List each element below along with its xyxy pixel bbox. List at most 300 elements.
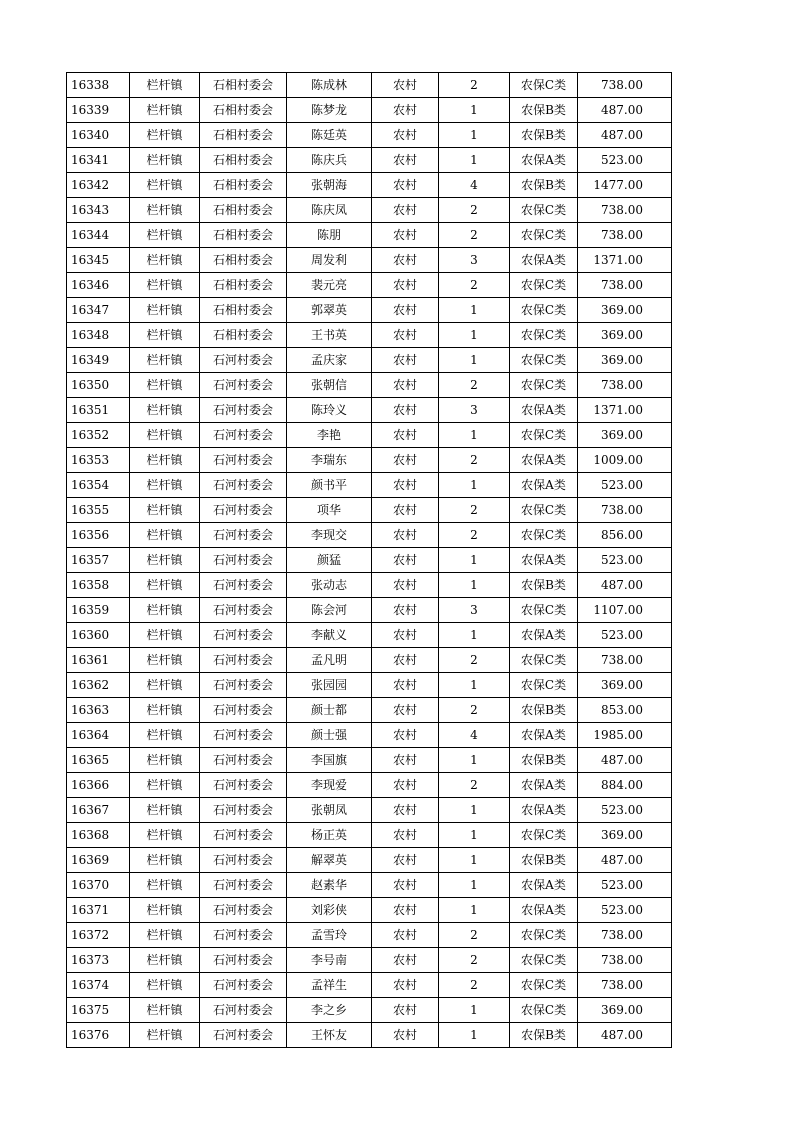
village-committee-cell: 石河村委会 (200, 798, 287, 823)
area-type-cell: 农村 (372, 73, 439, 98)
record-id-cell: 16339 (67, 98, 130, 123)
insurance-category-cell: 农保C类 (510, 348, 578, 373)
village-committee-cell: 石河村委会 (200, 498, 287, 523)
record-id-cell: 16338 (67, 73, 130, 98)
town-cell: 栏杆镇 (130, 1023, 200, 1048)
record-id-cell: 16376 (67, 1023, 130, 1048)
person-name-cell: 张朝信 (287, 373, 372, 398)
insurance-category-cell: 农保A类 (510, 448, 578, 473)
town-cell: 栏杆镇 (130, 123, 200, 148)
person-name-cell: 李艳 (287, 423, 372, 448)
record-id-cell: 16352 (67, 423, 130, 448)
amount-cell: 738.00 (578, 273, 672, 298)
record-id-cell: 16374 (67, 973, 130, 998)
household-count-cell: 1 (439, 98, 510, 123)
amount-cell: 369.00 (578, 298, 672, 323)
record-id-cell: 16365 (67, 748, 130, 773)
household-count-cell: 1 (439, 623, 510, 648)
person-name-cell: 李现交 (287, 523, 372, 548)
amount-cell: 738.00 (578, 648, 672, 673)
table-row (67, 648, 672, 673)
insurance-category-cell: 农保C类 (510, 373, 578, 398)
record-id-cell: 16350 (67, 373, 130, 398)
amount-cell: 856.00 (578, 523, 672, 548)
table-row (67, 323, 672, 348)
insurance-category-cell: 农保C类 (510, 73, 578, 98)
amount-cell: 487.00 (578, 848, 672, 873)
person-name-cell: 李之乡 (287, 998, 372, 1023)
area-type-cell: 农村 (372, 598, 439, 623)
town-cell: 栏杆镇 (130, 548, 200, 573)
record-id-cell: 16345 (67, 248, 130, 273)
insurance-category-cell: 农保C类 (510, 673, 578, 698)
person-name-cell: 张园园 (287, 673, 372, 698)
insurance-category-cell: 农保C类 (510, 948, 578, 973)
amount-cell: 738.00 (578, 373, 672, 398)
table-row (67, 673, 672, 698)
insurance-category-cell: 农保A类 (510, 398, 578, 423)
amount-cell: 523.00 (578, 623, 672, 648)
record-id-cell: 16368 (67, 823, 130, 848)
household-count-cell: 2 (439, 973, 510, 998)
record-id-cell: 16344 (67, 223, 130, 248)
household-count-cell: 1 (439, 573, 510, 598)
table-row (67, 223, 672, 248)
village-committee-cell: 石河村委会 (200, 423, 287, 448)
town-cell: 栏杆镇 (130, 823, 200, 848)
person-name-cell: 杨正英 (287, 823, 372, 848)
town-cell: 栏杆镇 (130, 948, 200, 973)
town-cell: 栏杆镇 (130, 573, 200, 598)
area-type-cell: 农村 (372, 898, 439, 923)
table-row (67, 998, 672, 1023)
record-id-cell: 16340 (67, 123, 130, 148)
insurance-category-cell: 农保C类 (510, 998, 578, 1023)
record-id-cell: 16371 (67, 898, 130, 923)
table-row (67, 198, 672, 223)
town-cell: 栏杆镇 (130, 173, 200, 198)
area-type-cell: 农村 (372, 423, 439, 448)
household-count-cell: 1 (439, 123, 510, 148)
village-committee-cell: 石河村委会 (200, 873, 287, 898)
town-cell: 栏杆镇 (130, 673, 200, 698)
household-count-cell: 1 (439, 998, 510, 1023)
person-name-cell: 颜书平 (287, 473, 372, 498)
area-type-cell: 农村 (372, 273, 439, 298)
insurance-category-cell: 农保B类 (510, 698, 578, 723)
amount-cell: 738.00 (578, 923, 672, 948)
record-id-cell: 16343 (67, 198, 130, 223)
town-cell: 栏杆镇 (130, 923, 200, 948)
insurance-category-cell: 农保B类 (510, 173, 578, 198)
area-type-cell: 农村 (372, 448, 439, 473)
area-type-cell: 农村 (372, 98, 439, 123)
village-committee-cell: 石河村委会 (200, 1023, 287, 1048)
village-committee-cell: 石相村委会 (200, 73, 287, 98)
household-count-cell: 1 (439, 798, 510, 823)
village-committee-cell: 石相村委会 (200, 123, 287, 148)
town-cell: 栏杆镇 (130, 98, 200, 123)
person-name-cell: 孟祥生 (287, 973, 372, 998)
area-type-cell: 农村 (372, 123, 439, 148)
record-id-cell: 16354 (67, 473, 130, 498)
record-id-cell: 16367 (67, 798, 130, 823)
amount-cell: 1371.00 (578, 248, 672, 273)
area-type-cell: 农村 (372, 873, 439, 898)
town-cell: 栏杆镇 (130, 523, 200, 548)
insurance-category-cell: 农保C类 (510, 523, 578, 548)
table-row (67, 448, 672, 473)
person-name-cell: 李现爱 (287, 773, 372, 798)
table-row (67, 948, 672, 973)
amount-cell: 523.00 (578, 548, 672, 573)
household-count-cell: 2 (439, 198, 510, 223)
table-row (67, 298, 672, 323)
household-count-cell: 1 (439, 473, 510, 498)
village-committee-cell: 石河村委会 (200, 473, 287, 498)
table-row (67, 398, 672, 423)
household-count-cell: 4 (439, 723, 510, 748)
person-name-cell: 李号南 (287, 948, 372, 973)
household-count-cell: 2 (439, 223, 510, 248)
insurance-category-cell: 农保A类 (510, 473, 578, 498)
person-name-cell: 陈会河 (287, 598, 372, 623)
household-count-cell: 4 (439, 173, 510, 198)
village-committee-cell: 石河村委会 (200, 648, 287, 673)
town-cell: 栏杆镇 (130, 748, 200, 773)
household-count-cell: 2 (439, 498, 510, 523)
town-cell: 栏杆镇 (130, 873, 200, 898)
village-committee-cell: 石相村委会 (200, 273, 287, 298)
person-name-cell: 孟庆家 (287, 348, 372, 373)
amount-cell: 853.00 (578, 698, 672, 723)
table-body (67, 73, 672, 1048)
record-id-cell: 16355 (67, 498, 130, 523)
record-id-cell: 16341 (67, 148, 130, 173)
village-committee-cell: 石相村委会 (200, 173, 287, 198)
insurance-category-cell: 农保A类 (510, 148, 578, 173)
area-type-cell: 农村 (372, 198, 439, 223)
area-type-cell: 农村 (372, 973, 439, 998)
village-committee-cell: 石河村委会 (200, 398, 287, 423)
village-committee-cell: 石河村委会 (200, 698, 287, 723)
town-cell: 栏杆镇 (130, 623, 200, 648)
amount-cell: 487.00 (578, 1023, 672, 1048)
amount-cell: 738.00 (578, 223, 672, 248)
record-id-cell: 16359 (67, 598, 130, 623)
town-cell: 栏杆镇 (130, 848, 200, 873)
person-name-cell: 陈庆兵 (287, 148, 372, 173)
table-row (67, 473, 672, 498)
area-type-cell: 农村 (372, 848, 439, 873)
household-count-cell: 1 (439, 848, 510, 873)
village-committee-cell: 石河村委会 (200, 573, 287, 598)
person-name-cell: 陈朋 (287, 223, 372, 248)
area-type-cell: 农村 (372, 223, 439, 248)
amount-cell: 487.00 (578, 573, 672, 598)
table-row (67, 573, 672, 598)
household-count-cell: 1 (439, 823, 510, 848)
village-committee-cell: 石河村委会 (200, 523, 287, 548)
person-name-cell: 周发利 (287, 248, 372, 273)
amount-cell: 487.00 (578, 123, 672, 148)
household-count-cell: 2 (439, 948, 510, 973)
household-count-cell: 1 (439, 873, 510, 898)
table-row (67, 248, 672, 273)
record-id-cell: 16348 (67, 323, 130, 348)
table-row (67, 623, 672, 648)
person-name-cell: 郭翠英 (287, 298, 372, 323)
household-count-cell: 1 (439, 423, 510, 448)
insurance-category-cell: 农保C类 (510, 923, 578, 948)
area-type-cell: 农村 (372, 948, 439, 973)
person-name-cell: 陈玲义 (287, 398, 372, 423)
insurance-category-cell: 农保B类 (510, 573, 578, 598)
amount-cell: 1009.00 (578, 448, 672, 473)
person-name-cell: 王怀友 (287, 1023, 372, 1048)
area-type-cell: 农村 (372, 473, 439, 498)
table-row (67, 848, 672, 873)
table-row (67, 923, 672, 948)
area-type-cell: 农村 (372, 823, 439, 848)
town-cell: 栏杆镇 (130, 598, 200, 623)
person-name-cell: 张朝凤 (287, 798, 372, 823)
area-type-cell: 农村 (372, 173, 439, 198)
area-type-cell: 农村 (372, 398, 439, 423)
household-count-cell: 1 (439, 898, 510, 923)
household-count-cell: 3 (439, 248, 510, 273)
table-row (67, 148, 672, 173)
household-count-cell: 2 (439, 523, 510, 548)
village-committee-cell: 石河村委会 (200, 623, 287, 648)
area-type-cell: 农村 (372, 648, 439, 673)
insurance-category-cell: 农保C类 (510, 973, 578, 998)
town-cell: 栏杆镇 (130, 223, 200, 248)
village-committee-cell: 石河村委会 (200, 723, 287, 748)
town-cell: 栏杆镇 (130, 448, 200, 473)
table-row (67, 273, 672, 298)
amount-cell: 738.00 (578, 73, 672, 98)
area-type-cell: 农村 (372, 323, 439, 348)
village-committee-cell: 石河村委会 (200, 973, 287, 998)
village-committee-cell: 石河村委会 (200, 773, 287, 798)
household-count-cell: 2 (439, 923, 510, 948)
insurance-category-cell: 农保A类 (510, 548, 578, 573)
area-type-cell: 农村 (372, 998, 439, 1023)
record-id-cell: 16370 (67, 873, 130, 898)
data-table (66, 72, 672, 1048)
insurance-category-cell: 农保A类 (510, 798, 578, 823)
village-committee-cell: 石相村委会 (200, 198, 287, 223)
household-count-cell: 2 (439, 448, 510, 473)
person-name-cell: 裴元亮 (287, 273, 372, 298)
village-committee-cell: 石相村委会 (200, 248, 287, 273)
amount-cell: 738.00 (578, 198, 672, 223)
table-row (67, 773, 672, 798)
amount-cell: 884.00 (578, 773, 672, 798)
village-committee-cell: 石相村委会 (200, 223, 287, 248)
table-row (67, 698, 672, 723)
household-count-cell: 3 (439, 398, 510, 423)
record-id-cell: 16342 (67, 173, 130, 198)
insurance-category-cell: 农保A类 (510, 723, 578, 748)
household-count-cell: 1 (439, 348, 510, 373)
person-name-cell: 孟雪玲 (287, 923, 372, 948)
household-count-cell: 1 (439, 548, 510, 573)
amount-cell: 738.00 (578, 948, 672, 973)
record-id-cell: 16364 (67, 723, 130, 748)
village-committee-cell: 石河村委会 (200, 923, 287, 948)
area-type-cell: 农村 (372, 698, 439, 723)
person-name-cell: 颜士强 (287, 723, 372, 748)
table-row (67, 73, 672, 98)
amount-cell: 1107.00 (578, 598, 672, 623)
village-committee-cell: 石河村委会 (200, 448, 287, 473)
insurance-category-cell: 农保C类 (510, 423, 578, 448)
village-committee-cell: 石河村委会 (200, 548, 287, 573)
town-cell: 栏杆镇 (130, 423, 200, 448)
village-committee-cell: 石河村委会 (200, 848, 287, 873)
amount-cell: 738.00 (578, 498, 672, 523)
person-name-cell: 陈成林 (287, 73, 372, 98)
insurance-category-cell: 农保C类 (510, 198, 578, 223)
village-committee-cell: 石相村委会 (200, 298, 287, 323)
insurance-category-cell: 农保C类 (510, 323, 578, 348)
household-count-cell: 1 (439, 323, 510, 348)
area-type-cell: 农村 (372, 498, 439, 523)
area-type-cell: 农村 (372, 1023, 439, 1048)
town-cell: 栏杆镇 (130, 73, 200, 98)
household-count-cell: 1 (439, 298, 510, 323)
household-count-cell: 2 (439, 648, 510, 673)
town-cell: 栏杆镇 (130, 973, 200, 998)
village-committee-cell: 石河村委会 (200, 748, 287, 773)
table-row (67, 723, 672, 748)
table-row (67, 1023, 672, 1048)
insurance-category-cell: 农保C类 (510, 223, 578, 248)
table-row (67, 373, 672, 398)
household-count-cell: 1 (439, 1023, 510, 1048)
area-type-cell: 农村 (372, 723, 439, 748)
insurance-category-cell: 农保B类 (510, 98, 578, 123)
record-id-cell: 16357 (67, 548, 130, 573)
amount-cell: 369.00 (578, 673, 672, 698)
insurance-category-cell: 农保A类 (510, 248, 578, 273)
record-id-cell: 16346 (67, 273, 130, 298)
area-type-cell: 农村 (372, 523, 439, 548)
table-row (67, 348, 672, 373)
area-type-cell: 农村 (372, 548, 439, 573)
area-type-cell: 农村 (372, 348, 439, 373)
insurance-category-cell: 农保B类 (510, 123, 578, 148)
record-id-cell: 16347 (67, 298, 130, 323)
person-name-cell: 项华 (287, 498, 372, 523)
amount-cell: 738.00 (578, 973, 672, 998)
table-row (67, 973, 672, 998)
insurance-category-cell: 农保C类 (510, 598, 578, 623)
town-cell: 栏杆镇 (130, 148, 200, 173)
amount-cell: 523.00 (578, 473, 672, 498)
insurance-category-cell: 农保C类 (510, 648, 578, 673)
household-count-cell: 3 (439, 598, 510, 623)
table-row (67, 898, 672, 923)
table-row (67, 748, 672, 773)
town-cell: 栏杆镇 (130, 323, 200, 348)
record-id-cell: 16356 (67, 523, 130, 548)
town-cell: 栏杆镇 (130, 473, 200, 498)
amount-cell: 523.00 (578, 148, 672, 173)
household-count-cell: 2 (439, 773, 510, 798)
amount-cell: 487.00 (578, 98, 672, 123)
amount-cell: 369.00 (578, 998, 672, 1023)
person-name-cell: 李献义 (287, 623, 372, 648)
record-id-cell: 16373 (67, 948, 130, 973)
person-name-cell: 孟凡明 (287, 648, 372, 673)
area-type-cell: 农村 (372, 923, 439, 948)
village-committee-cell: 石河村委会 (200, 673, 287, 698)
insurance-category-cell: 农保B类 (510, 1023, 578, 1048)
table-row (67, 548, 672, 573)
area-type-cell: 农村 (372, 573, 439, 598)
amount-cell: 1477.00 (578, 173, 672, 198)
insurance-category-cell: 农保A类 (510, 773, 578, 798)
town-cell: 栏杆镇 (130, 198, 200, 223)
area-type-cell: 农村 (372, 148, 439, 173)
amount-cell: 369.00 (578, 823, 672, 848)
person-name-cell: 陈廷英 (287, 123, 372, 148)
town-cell: 栏杆镇 (130, 723, 200, 748)
amount-cell: 523.00 (578, 898, 672, 923)
town-cell: 栏杆镇 (130, 498, 200, 523)
insurance-category-cell: 农保A类 (510, 873, 578, 898)
record-id-cell: 16353 (67, 448, 130, 473)
household-count-cell: 2 (439, 73, 510, 98)
person-name-cell: 王书英 (287, 323, 372, 348)
person-name-cell: 颜士都 (287, 698, 372, 723)
area-type-cell: 农村 (372, 248, 439, 273)
record-id-cell: 16358 (67, 573, 130, 598)
insurance-category-cell: 农保C类 (510, 498, 578, 523)
town-cell: 栏杆镇 (130, 273, 200, 298)
record-id-cell: 16351 (67, 398, 130, 423)
person-name-cell: 李瑞东 (287, 448, 372, 473)
person-name-cell: 颜猛 (287, 548, 372, 573)
amount-cell: 1985.00 (578, 723, 672, 748)
record-id-cell: 16361 (67, 648, 130, 673)
table-row (67, 523, 672, 548)
table-row (67, 123, 672, 148)
town-cell: 栏杆镇 (130, 698, 200, 723)
household-count-cell: 2 (439, 698, 510, 723)
table-row (67, 598, 672, 623)
table-row (67, 498, 672, 523)
person-name-cell: 解翠英 (287, 848, 372, 873)
insurance-category-cell: 农保B类 (510, 748, 578, 773)
town-cell: 栏杆镇 (130, 998, 200, 1023)
village-committee-cell: 石河村委会 (200, 998, 287, 1023)
insurance-category-cell: 农保A类 (510, 898, 578, 923)
town-cell: 栏杆镇 (130, 298, 200, 323)
record-id-cell: 16372 (67, 923, 130, 948)
village-committee-cell: 石河村委会 (200, 898, 287, 923)
area-type-cell: 农村 (372, 673, 439, 698)
village-committee-cell: 石河村委会 (200, 948, 287, 973)
person-name-cell: 赵素华 (287, 873, 372, 898)
area-type-cell: 农村 (372, 373, 439, 398)
area-type-cell: 农村 (372, 748, 439, 773)
amount-cell: 1371.00 (578, 398, 672, 423)
town-cell: 栏杆镇 (130, 373, 200, 398)
